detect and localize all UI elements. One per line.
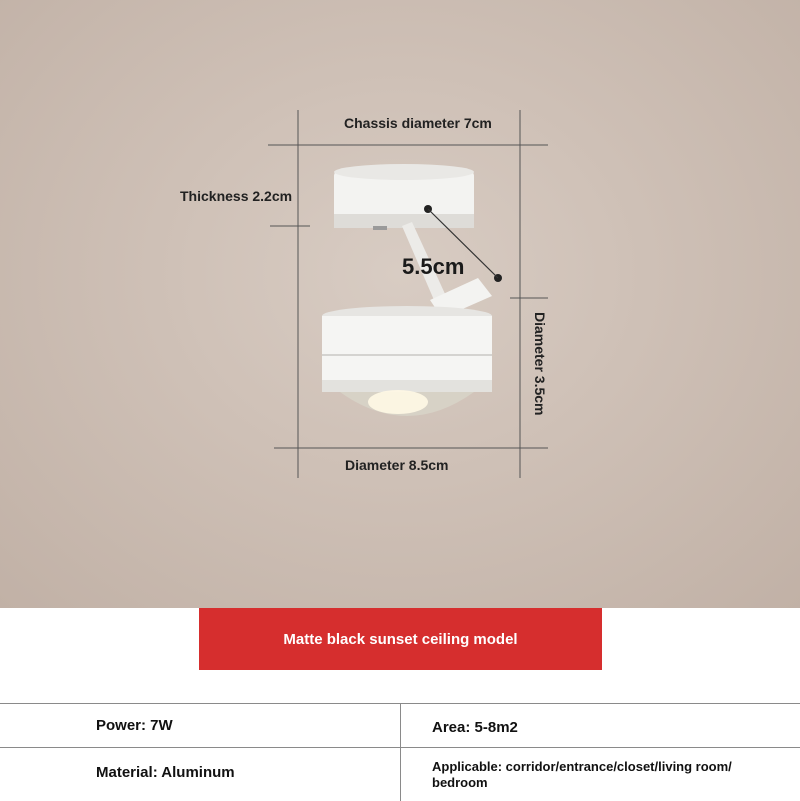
- material-spec: Material: Aluminum: [96, 764, 235, 781]
- arm-length-label: 5.5cm: [402, 254, 465, 279]
- ceiling-base: [334, 164, 474, 230]
- head-diameter-label: Diameter 3.5cm: [532, 312, 548, 416]
- lamp-head: [322, 306, 492, 416]
- spec-table: [0, 703, 800, 801]
- model-banner: Matte black sunset ceiling model: [199, 608, 602, 670]
- thickness-label: Thickness 2.2cm: [180, 188, 293, 204]
- applicable-spec: Applicable: corridor/entrance/closet/living room/ bedroom: [432, 759, 732, 790]
- outer-diameter-label: Diameter 8.5cm: [345, 457, 449, 473]
- spec-column-divider: [400, 704, 401, 801]
- power-spec: Power: 7W: [96, 717, 173, 734]
- chassis-diameter-label: Chassis diameter 7cm: [344, 115, 492, 131]
- area-spec: Area: 5-8m2: [432, 719, 518, 736]
